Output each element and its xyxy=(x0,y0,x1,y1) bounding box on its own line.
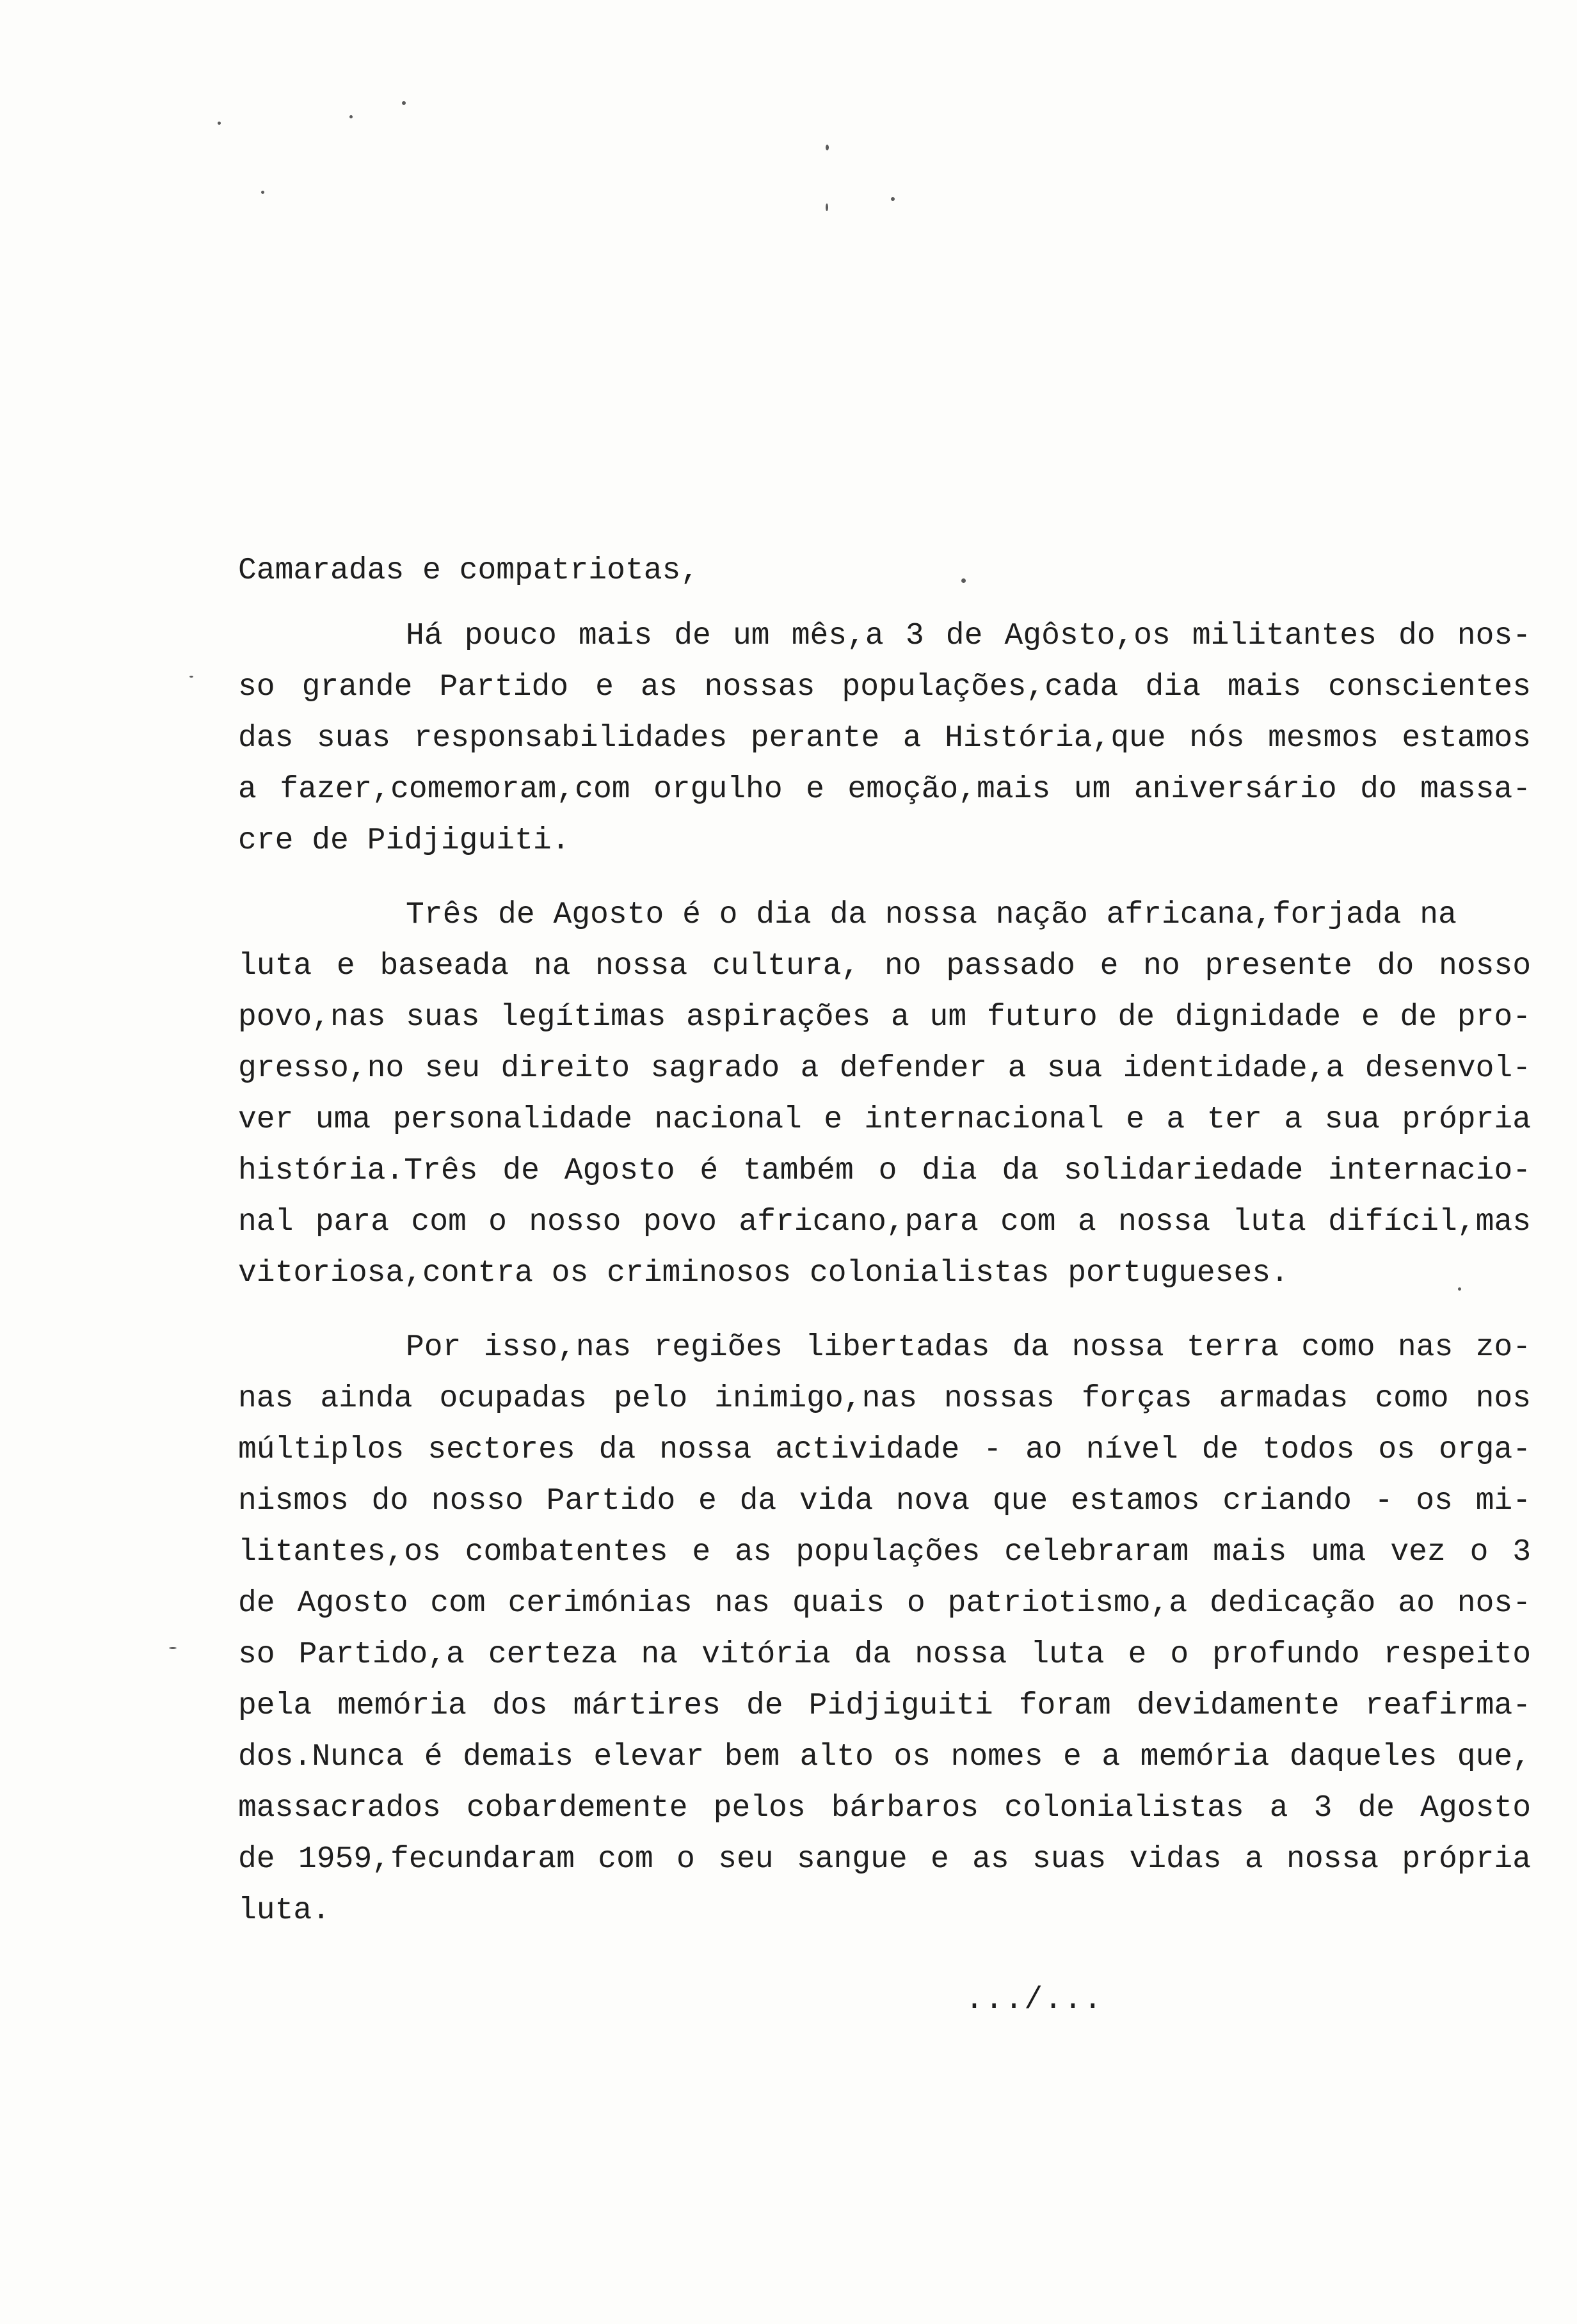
scan-speck xyxy=(402,101,406,105)
text-line: luta. xyxy=(238,1893,331,1928)
text-line: so grande Partido e as nossas populações,cada dia mais conscientes xyxy=(238,670,1531,704)
text-line: nismos do nosso Partido e da vida nova que estamos criando - os mi- xyxy=(238,1484,1531,1518)
text-line: nas ainda ocupadas pelo inimigo,nas nossas forças armadas como nos xyxy=(238,1381,1531,1416)
paragraph-1 xyxy=(238,610,1531,866)
text-line: das suas responsabilidades perante a História,que nós mesmos estamos xyxy=(238,721,1531,756)
scan-speck xyxy=(349,115,353,118)
scan-speck xyxy=(218,122,221,125)
text-line: Há pouco mais de um mês,a 3 de Agôsto,os militantes do nos- xyxy=(406,619,1531,653)
text-line: gresso,no seu direito sagrado a defender a sua identidade,a desenvol- xyxy=(238,1051,1531,1086)
text-line: luta e baseada na nossa cultura, no passado e no presente do nosso xyxy=(238,949,1531,983)
text-line: de Agosto com cerimónias nas quais o patriotismo,a dedicação ao nos- xyxy=(238,1586,1531,1621)
text-line: de 1959,fecundaram com o seu sangue e as suas vidas a nossa própria xyxy=(238,1842,1531,1877)
text-line: a fazer,comemoram,com orgulho e emoção,mais um aniversário do massa- xyxy=(238,772,1531,807)
text-line: pela memória dos mártires de Pidjiguiti foram devidamente reafirma- xyxy=(238,1689,1531,1723)
salutation: Camaradas e compatriotas, xyxy=(238,553,700,588)
text-line: vitoriosa,contra os criminosos colonialistas portugueses. xyxy=(238,1256,1289,1291)
scan-speck xyxy=(826,145,829,150)
text-line: dos.Nunca é demais elevar bem alto os nomes e a memória daqueles que, xyxy=(238,1740,1531,1774)
text-line: litantes,os combatentes e as populações celebraram mais uma vez o 3 xyxy=(238,1535,1531,1570)
scan-speck xyxy=(169,1647,177,1649)
scan-speck xyxy=(961,578,966,583)
text-line: Por isso,nas regiões libertadas da nossa terra como nas zo- xyxy=(406,1330,1531,1365)
scan-speck xyxy=(261,191,264,194)
paragraph-3 xyxy=(238,1322,1531,1936)
text-line: cre de Pidjiguiti. xyxy=(238,824,570,858)
text-line: povo,nas suas legítimas aspirações a um futuro de dignidade e de pro- xyxy=(238,1000,1531,1035)
text-line: Três de Agosto é o dia da nossa nação africana,forjada na xyxy=(406,898,1457,932)
text-line: so Partido,a certeza na vitória da nossa luta e o profundo respeito xyxy=(238,1637,1531,1672)
text-line: massacrados cobardemente pelos bárbaros colonialistas a 3 de Agosto xyxy=(238,1791,1531,1826)
continuation-mark: .../... xyxy=(965,1983,1103,2018)
text-line: história.Três de Agosto é também o dia da solidariedade internacio- xyxy=(238,1154,1531,1188)
text-line: múltiplos sectores da nossa actividade - ao nível de todos os orga- xyxy=(238,1433,1531,1467)
scan-speck xyxy=(891,197,895,201)
paragraph-2 xyxy=(238,889,1531,1299)
text-line: nal para com o nosso povo africano,para com a nossa luta difícil,mas xyxy=(238,1205,1531,1239)
scan-speck xyxy=(826,203,828,211)
scan-speck xyxy=(189,676,193,678)
text-line: ver uma personalidade nacional e internacional e a ter a sua própria xyxy=(238,1102,1531,1137)
